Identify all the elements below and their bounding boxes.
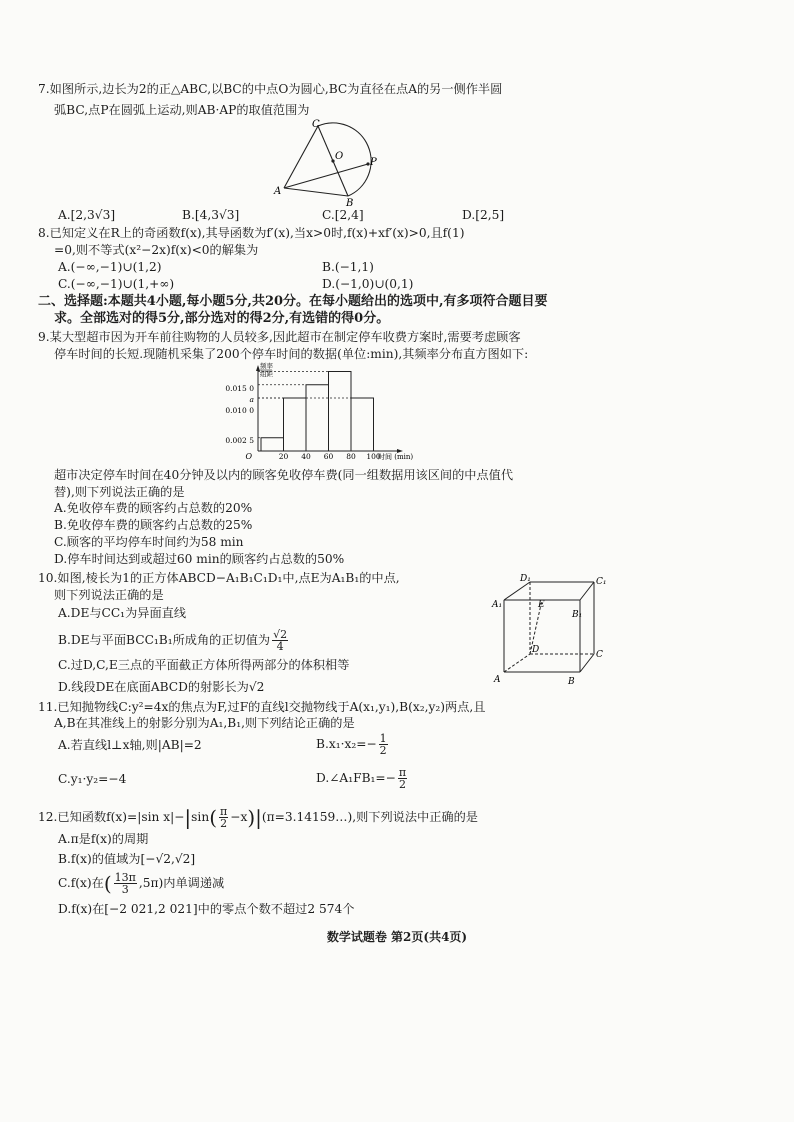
hist-xlabel: 时间 (min) bbox=[378, 453, 414, 461]
q12-stem: 12.已知函数f(x)=|sin x|−|sin( $\frac{\pi}{2}$ −x)|(π=3.14159…),则下列说法中正确的是 bbox=[38, 805, 478, 830]
hist-ylabel-top: 频率 bbox=[260, 362, 273, 370]
q8-option-c: C.(−∞,−1)∪(1,+∞) bbox=[58, 277, 175, 291]
q11-option-d: D.∠A₁FB₁=− $\frac{\pi}{2}$ bbox=[316, 766, 407, 791]
q7-figure bbox=[262, 118, 392, 206]
q12-option-b: B.f(x)的值域为[−√2,√2] bbox=[58, 852, 196, 866]
hist-ylabel-bottom: 组距 bbox=[260, 370, 273, 378]
hist-ytick-0025: 0.002 5 bbox=[225, 436, 254, 445]
q11-option-a: A.若直线l⊥x轴,则|AB|=2 bbox=[58, 738, 202, 752]
q9-option-c: C.顾客的平均停车时间约为58 min bbox=[54, 535, 244, 549]
hist-ytick-0100: 0.010 0 bbox=[225, 406, 254, 415]
q7-option-c: C.[2,4] bbox=[322, 208, 364, 222]
fig10-label-A1: A₁ bbox=[492, 600, 503, 610]
fig10-label-D1: D₁ bbox=[520, 574, 531, 584]
q9-option-b: B.免收停车费的顾客约占总数的25% bbox=[54, 518, 253, 532]
hist-bar-40-60 bbox=[306, 385, 329, 451]
q11-option-c: C.y₁·y₂=−4 bbox=[58, 772, 127, 786]
q7-option-a: A.[2,3√3] bbox=[58, 208, 116, 222]
section2-heading-line2: 求。全部选对的得5分,部分选对的得2分,有选错的得0分。 bbox=[54, 311, 390, 326]
hist-origin: O bbox=[245, 452, 252, 461]
q9-after-line1: 超市决定停车时间在40分钟及以内的顾客免收停车费(同一组数据用该区间的中点值代 bbox=[54, 468, 514, 482]
hist-bar-20-40 bbox=[284, 398, 307, 451]
fig10-label-E: E bbox=[538, 600, 545, 610]
hist-xtick-100: 100 bbox=[366, 452, 381, 461]
fig10-label-D: D bbox=[532, 645, 540, 655]
fig10-label-C: C bbox=[596, 650, 603, 660]
q8-option-a: A.(−∞,−1)∪(1,2) bbox=[58, 260, 162, 274]
fig7-label-P: P bbox=[370, 157, 377, 168]
q12-option-d: D.f(x)在[−2 021,2 021]中的零点个数不超过2 574个 bbox=[58, 902, 355, 916]
q10-option-c: C.过D,C,E三点的平面截正方体所得两部分的体积相等 bbox=[58, 658, 350, 672]
q7-stem-line2: 弧BC,点P在圆弧上运动,则AB·AP的取值范围为 bbox=[54, 103, 310, 117]
q10-stem-line2: 则下列说法正确的是 bbox=[54, 588, 164, 602]
fig7-label-O: O bbox=[335, 151, 344, 162]
q9-option-a: A.免收停车费的顾客约占总数的20% bbox=[54, 501, 253, 515]
q7-option-d: D.[2,5] bbox=[462, 208, 505, 222]
hist-ytick-a: a bbox=[249, 395, 254, 404]
hist-xtick-20: 20 bbox=[278, 452, 289, 461]
q8-option-b: B.(−1,1) bbox=[322, 260, 374, 274]
hist-xtick-40: 40 bbox=[301, 452, 311, 461]
hist-xtick-80: 80 bbox=[346, 452, 356, 461]
hist-bar-80-100 bbox=[351, 398, 374, 451]
q12-option-a: A.π是f(x)的周期 bbox=[58, 832, 149, 846]
q10-cube-figure bbox=[490, 572, 620, 692]
hist-xtick-60: 60 bbox=[323, 452, 334, 461]
q8-stem-line2: =0,则不等式(x²−2x)f(x)<0的解集为 bbox=[54, 243, 259, 257]
q9-after-line2: 替),则下列说法正确的是 bbox=[54, 485, 185, 499]
q11-option-b: B.x₁·x₂=− $\frac{1}{2}$ bbox=[316, 732, 387, 757]
page-footer: 数学试题卷 第2页(共4页) bbox=[326, 930, 468, 944]
fig10-label-B1: B₁ bbox=[572, 610, 583, 620]
q10-option-b: B.DE与平面BCC₁B₁所成角的正切值为 $\frac{√2}{4}$ bbox=[58, 628, 288, 653]
hist-ytick-0150: 0.015 0 bbox=[225, 384, 254, 393]
q11-stem-line2: A,B在其准线上的射影分别为A₁,B₁,则下列结论正确的是 bbox=[54, 716, 355, 730]
section2-heading-line1: 二、选择题:本题共4小题,每小题5分,共20分。在每小题给出的选项中,有多项符合题目要 bbox=[38, 294, 548, 309]
q9-histogram bbox=[222, 362, 422, 462]
q10-option-a: A.DE与CC₁为异面直线 bbox=[58, 606, 187, 620]
q10-option-d: D.线段DE在底面ABCD的射影长为√2 bbox=[58, 680, 265, 694]
hist-bar-60-80 bbox=[329, 372, 352, 452]
q8-option-d: D.(−1,0)∪(0,1) bbox=[322, 277, 414, 291]
q8-stem-line1: 8.已知定义在R上的奇函数f(x),其导函数为f′(x),当x>0时,f(x)+xf′(x)>0,且f(1) bbox=[38, 226, 465, 240]
hist-bar-0-20 bbox=[261, 438, 284, 451]
q12-option-c: C.f(x)在( $\frac{13\pi}{3}$ ,5π)内单调递减 bbox=[58, 871, 225, 896]
fig7-label-B: B bbox=[346, 198, 354, 206]
fig10-label-B: B bbox=[568, 677, 575, 687]
q7-option-b: B.[4,3√3] bbox=[182, 208, 240, 222]
fig7-label-C: C bbox=[312, 119, 320, 130]
q10-stem-line1: 10.如图,棱长为1的正方体ABCD−A₁B₁C₁D₁中,点E为A₁B₁的中点, bbox=[38, 571, 400, 585]
fig10-label-C1: C₁ bbox=[596, 577, 607, 587]
q7-stem-line1: 7.如图所示,边长为2的正△ABC,以BC的中点O为圆心,BC为直径在点A的另一侧作半圆 bbox=[38, 82, 503, 96]
q9-option-d: D.停车时间达到或超过60 min的顾客约占总数的50% bbox=[54, 552, 345, 566]
fig7-label-A: A bbox=[274, 186, 282, 197]
q11-stem-line1: 11.已知抛物线C:y²=4x的焦点为F,过F的直线l交抛物线于A(x₁,y₁),B(x₂,y₂)两点,且 bbox=[38, 700, 486, 714]
q9-stem-line2: 停车时间的长短.现随机采集了200个停车时间的数据(单位:min),其频率分布直方图如下: bbox=[54, 347, 529, 361]
fig10-label-A: A bbox=[494, 675, 501, 685]
q9-stem-line1: 9.某大型超市因为开车前往购物的人员较多,因此超市在制定停车收费方案时,需要考虑顾客 bbox=[38, 330, 521, 344]
